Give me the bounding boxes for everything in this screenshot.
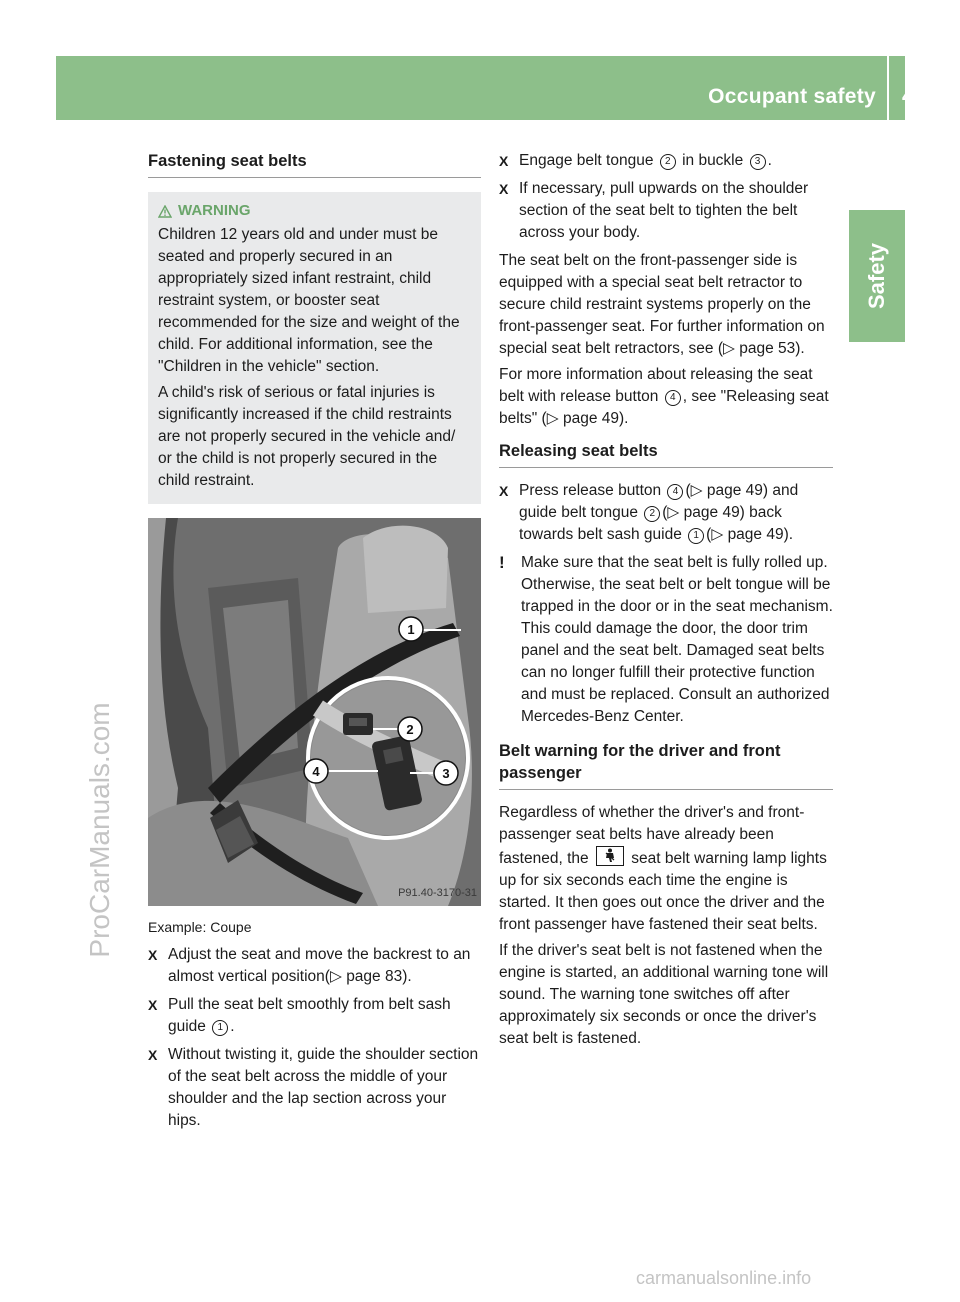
text-run: (	[662, 504, 668, 521]
page-ref-icon: ▷	[667, 504, 680, 521]
page-ref-link[interactable]: page 49) back towards belt sash guide	[519, 504, 782, 543]
page-ref-icon: ▷	[723, 340, 735, 357]
instruction-step	[148, 1044, 481, 1132]
heading-belt-warning: Belt warning for the driver and front passenger	[499, 740, 833, 790]
page-ref-icon: ▷	[329, 968, 342, 985]
text-run: Pull the seat belt smoothly from belt sash guide	[168, 996, 451, 1035]
caution-text: Make sure that the seat belt is fully rolled up. Otherwise, the seat belt or belt tongue will be trapped in the door or in the seat mechanism. This could damage the door, the door trim panel and the seat belt. Damaged seat belts can no longer fulfill their protective function and must be replaced. Consult an authorized Mercedes-Benz Center.	[521, 554, 833, 725]
page-ref-link[interactable]: page 83).	[346, 968, 412, 985]
instruction-text	[168, 994, 481, 1038]
warning-title-text: WARNING	[178, 202, 251, 219]
instruction-text	[519, 150, 833, 172]
section-tab	[849, 210, 905, 342]
page-number: 49	[902, 85, 926, 108]
instruction-step	[499, 480, 833, 546]
chapter-title: Occupant safety	[708, 85, 876, 108]
callout-ref-3: 3	[750, 154, 766, 170]
text-run: , see "Releasing seat belts" (	[499, 388, 829, 427]
seat-belt-figure	[148, 518, 481, 906]
text-run: Press release button	[519, 482, 666, 499]
retractor-paragraph	[499, 250, 833, 360]
callout-2-label: 2	[406, 722, 414, 737]
callout-ref-1: 1	[212, 1020, 228, 1036]
left-column	[148, 150, 481, 1138]
warning-box	[148, 192, 481, 504]
page-ref-link[interactable]: page 53).	[739, 340, 805, 357]
callout-2	[398, 717, 422, 741]
step-arrow-icon: X	[499, 181, 509, 197]
header-bar	[56, 56, 926, 120]
callout-1-label: 1	[407, 622, 415, 637]
release-info-paragraph	[499, 364, 833, 430]
text-run: For more information about releasing the seat belt with release button	[499, 366, 813, 405]
text-run: (	[706, 526, 712, 543]
callout-4	[304, 759, 328, 783]
page-ref-icon: ▷	[546, 410, 559, 427]
text-run: .	[767, 152, 772, 169]
step-arrow-icon: X	[148, 947, 158, 963]
callout-ref-4: 4	[665, 390, 681, 406]
callout-ref-4: 4	[667, 484, 683, 500]
page-ref-icon: ▷	[690, 482, 703, 499]
instruction-step	[148, 944, 481, 988]
text-run: Adjust the seat and move the backrest to an almost vertical position(	[168, 946, 471, 985]
header-divider	[887, 56, 889, 120]
text-run: Engage belt tongue	[519, 152, 658, 169]
seat-belt-warning-lamp-icon	[596, 846, 624, 866]
callout-ref-1: 1	[688, 528, 704, 544]
page-ref-icon: ▷	[711, 526, 724, 543]
instruction-text	[519, 480, 833, 546]
figure-caption: Example: Coupe	[148, 919, 252, 935]
instruction-text	[168, 944, 481, 988]
warning-tone-paragraph: If the driver's seat belt is not fastened when the engine is started, an additional warning tone will sound. The warning tone switches off after approximately six seconds or once the driver's seat belt is fastened.	[499, 942, 829, 1047]
watermark-footer: carmanualsonline.info	[636, 1268, 812, 1288]
figure-code: P91.40-3170-31	[398, 887, 477, 899]
instruction-step	[499, 178, 833, 244]
section-tab-label: Safety	[864, 242, 889, 310]
step-arrow-icon: X	[499, 153, 509, 169]
page-ref-link[interactable]: page 49).	[562, 410, 629, 427]
warning-triangle-icon	[158, 205, 172, 218]
callout-3	[434, 761, 458, 785]
instruction-step	[499, 150, 833, 172]
step-arrow-icon: X	[148, 1047, 158, 1063]
seat-belt-illustration	[148, 518, 481, 906]
page-ref-link[interactable]: page 49) and guide belt tongue	[519, 482, 799, 521]
instruction-text: Without twisting it, guide the shoulder section of the seat belt across the middle of your shoulder and the lap section across your hips.	[168, 1046, 479, 1129]
text-run: seat belt warning lamp lights up for six seconds each time the engine is started. It then goes out once the driver and the front passenger have fastened their seat belts.	[499, 850, 827, 933]
heading-fastening: Fastening seat belts	[148, 150, 481, 178]
callout-1	[399, 617, 423, 641]
right-column	[499, 150, 833, 1054]
page-ref-link[interactable]: page 49).	[727, 526, 794, 543]
warning-text-1: Children 12 years old and under must be seated and properly secured in an appropriately sized infant restraint, child restraint system, or booster seat recommended for the size and weight of the child. For additional information, see the "Children in the vehicle" section.	[158, 226, 460, 375]
text-run: in buckle	[677, 152, 748, 169]
text-run: .	[230, 1018, 235, 1035]
text-run: The seat belt on the front-passenger side is equipped with a special seat belt retractor to secure child restraint systems properly on the front-passenger seat. For further information on special seat belt retractors, see (	[499, 252, 825, 357]
step-arrow-icon: X	[148, 997, 158, 1013]
instruction-step	[148, 994, 481, 1038]
callout-ref-2: 2	[660, 154, 676, 170]
text-run: (	[685, 482, 691, 499]
warning-text-2: A child's risk of serious or fatal injuries is significantly increased if the child restraints are not properly secured in the vehicle and/ or the child is not properly secured in the child restraint.	[158, 384, 456, 489]
exclamation-icon: !	[499, 553, 505, 572]
callout-ref-2: 2	[644, 506, 660, 522]
instruction-text: If necessary, pull upwards on the shoulder section of the seat belt to tighten the belt across your body.	[519, 180, 809, 241]
caution-note	[499, 552, 833, 728]
step-arrow-icon: X	[499, 483, 509, 499]
seat-belt-person-icon	[603, 848, 617, 863]
heading-releasing: Releasing seat belts	[499, 440, 833, 468]
watermark-vertical: ProCarManuals.com	[84, 702, 115, 958]
callout-4-label: 4	[312, 764, 320, 779]
callout-3-label: 3	[442, 766, 450, 781]
belt-warning-paragraph	[499, 802, 833, 936]
text-run: Regardless of whether the driver's and front-passenger seat belts have already been fastened, the	[499, 804, 805, 867]
warning-title	[158, 200, 473, 222]
